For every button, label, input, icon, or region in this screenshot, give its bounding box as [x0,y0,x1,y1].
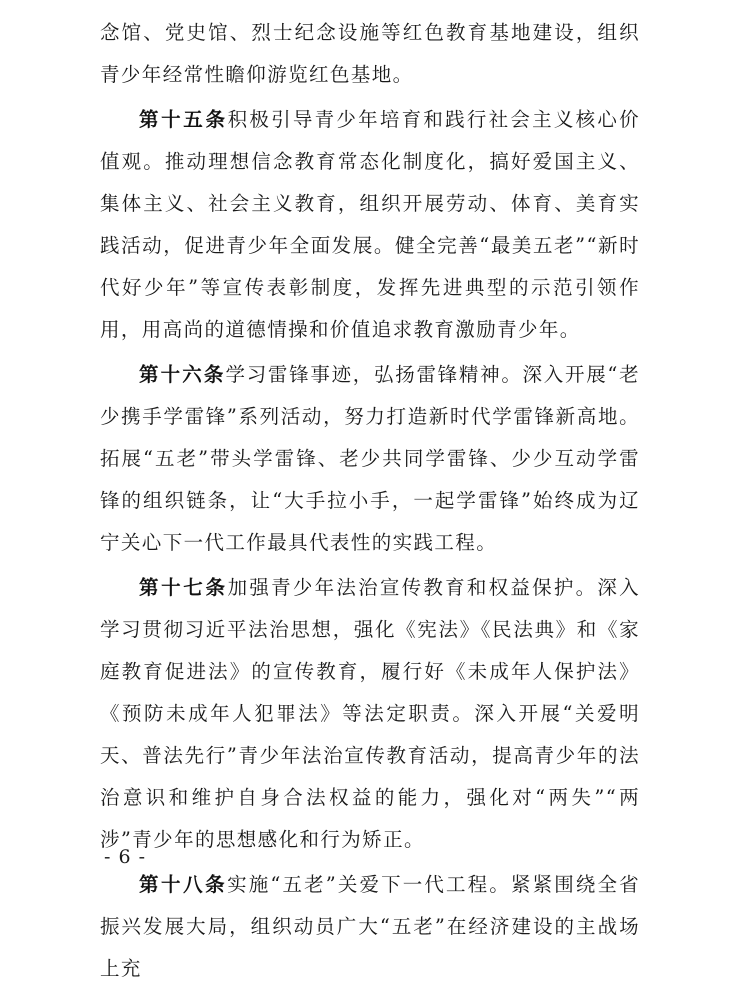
article-16-title: 第十六条 [139,363,226,386]
article-17-text: 加强青少年法治宣传教育和权益保护。深入学习贯彻习近平法治思想，强化《宪法》《民法典》和《家庭教育促进法》的宣传教育，履行好《未成年人保护法》《预防未成年人犯罪法》等法定职责。深入开展“关爱明天、普法先行”青少年法治宣传教育活动，提高青少年的法治意识和维护自身合法权益的能力，强化对“两失”“两涉”青少年的思想感化和行为矫正。 [100,576,640,851]
article-15-title: 第十五条 [139,108,228,131]
article-18-paragraph [100,864,640,990]
article-18-title: 第十八条 [139,873,228,896]
article-18-text: 实施“五老”关爱下一代工程。紧紧围绕全省振兴发展大局，组织动员广大“五老”在经济建设的主战场上充 [100,873,640,980]
page-number: - 6 - [104,846,147,868]
document-body [100,12,640,990]
article-15-paragraph [100,99,640,351]
article-17-title: 第十七条 [139,576,228,599]
article-16-text: 学习雷锋事迹，弘扬雷锋精神。深入开展“老少携手学雷锋”系列活动，努力打造新时代学雷锋新高地。拓展“五老”带头学雷锋、老少共同学雷锋、少少互动学雷锋的组织链条，让“大手拉小手，一起学雷锋”始终成为辽宁关心下一代工作最具代表性的实践工程。 [100,363,640,554]
article-17-paragraph [100,567,640,861]
continuation-paragraph: 念馆、党史馆、烈士纪念设施等红色教育基地建设，组织青少年经常性瞻仰游览红色基地。 [100,21,640,86]
article-16-paragraph [100,354,640,564]
article-15-text: 积极引导青少年培育和践行社会主义核心价值观。推动理想信念教育常态化制度化，搞好爱国主义、集体主义、社会主义教育，组织开展劳动、体育、美育实践活动，促进青少年全面发展。健全完善“最美五老”“新时代好少年”等宣传表彰制度，发挥先进典型的示范引领作用，用高尚的道德情操和价值追求教育激励青少年。 [100,108,640,341]
